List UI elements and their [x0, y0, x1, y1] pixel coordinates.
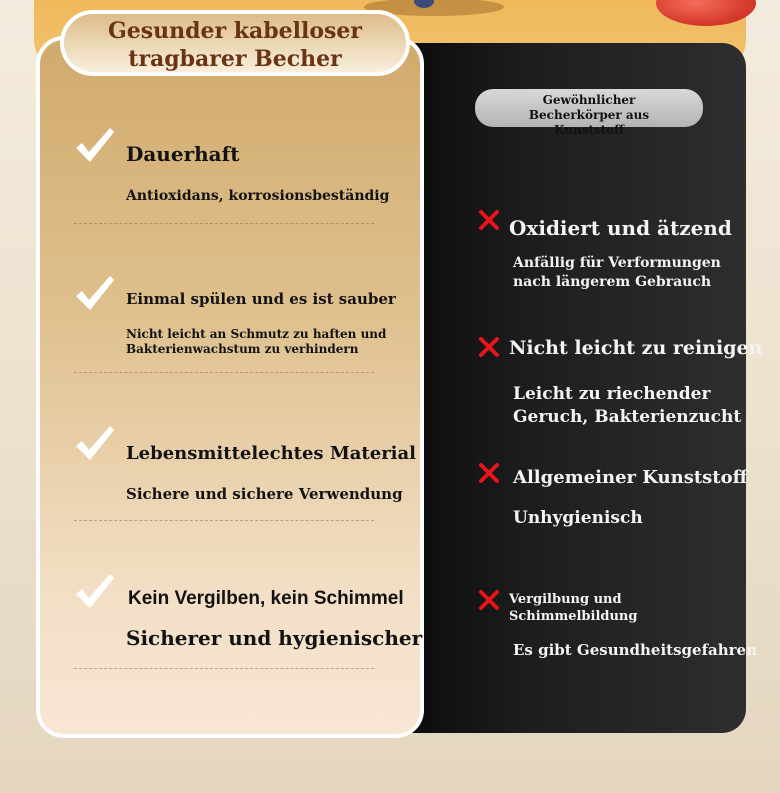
checkmark-icon	[74, 572, 114, 612]
photo-strawberry	[656, 0, 756, 26]
checkmark-icon	[74, 126, 114, 166]
healthy-cup-title	[60, 10, 410, 76]
left-item-title: Lebensmittelechtes Material	[126, 443, 417, 464]
title-line-2: tragbarer Becher	[128, 46, 342, 72]
checkmark-icon	[74, 424, 114, 464]
divider	[74, 223, 374, 224]
title-line-1: Gesunder kabelloser	[107, 18, 363, 44]
plastic-cup-badge	[475, 89, 703, 137]
right-item-sub-line: nach längerem Gebrauch	[513, 274, 712, 290]
divider	[74, 520, 374, 521]
badge-line-2: Becherkörper aus	[528, 108, 650, 122]
right-item-sub	[513, 383, 741, 429]
left-item-sub: Sichere und sichere Verwendung	[126, 485, 403, 503]
right-item-title-line: Vergilbung und	[509, 592, 622, 607]
right-item-title	[509, 591, 637, 625]
cross-icon	[479, 590, 499, 610]
left-item-sub-line: Bakterienwachstum zu verhindern	[126, 342, 359, 356]
left-item-title: Dauerhaft	[126, 142, 240, 166]
badge-line-3: Kunststoff	[553, 123, 625, 137]
left-item-sub	[126, 327, 386, 357]
right-item-sub-line: Anfällig für Verformungen	[513, 255, 721, 271]
right-item-title: Oxidiert und ätzend	[509, 216, 732, 240]
right-item-sub	[513, 254, 721, 292]
right-item-sub: Es gibt Gesundheitsgefahren	[513, 641, 758, 659]
checkmark-icon	[74, 274, 114, 314]
right-item-sub-line: Geruch, Bakterienzucht	[513, 407, 742, 427]
divider	[74, 372, 374, 373]
right-item-title-line: Schimmelbildung	[509, 609, 638, 624]
right-item-sub: Unhygienisch	[513, 508, 643, 528]
left-item-title: Einmal spülen und es ist sauber	[126, 290, 396, 308]
right-item-title: Allgemeiner Kunststoff	[513, 467, 748, 488]
left-item-sub-line: Nicht leicht an Schmutz zu haften und	[126, 327, 387, 341]
badge-line-1: Gewöhnlicher	[542, 93, 636, 107]
left-item-sub: Antioxidans, korrosionsbeständig	[126, 188, 390, 204]
cross-icon	[479, 210, 499, 230]
right-item-sub-line: Leicht zu riechender	[513, 384, 711, 404]
cross-icon	[479, 463, 499, 483]
cross-icon	[479, 337, 499, 357]
left-item-title: Kein Vergilben, kein Schimmel	[128, 588, 404, 609]
divider	[74, 668, 374, 669]
left-item-sub: Sicherer und hygienischer	[126, 626, 423, 650]
right-item-title: Nicht leicht zu reinigen	[509, 337, 763, 359]
